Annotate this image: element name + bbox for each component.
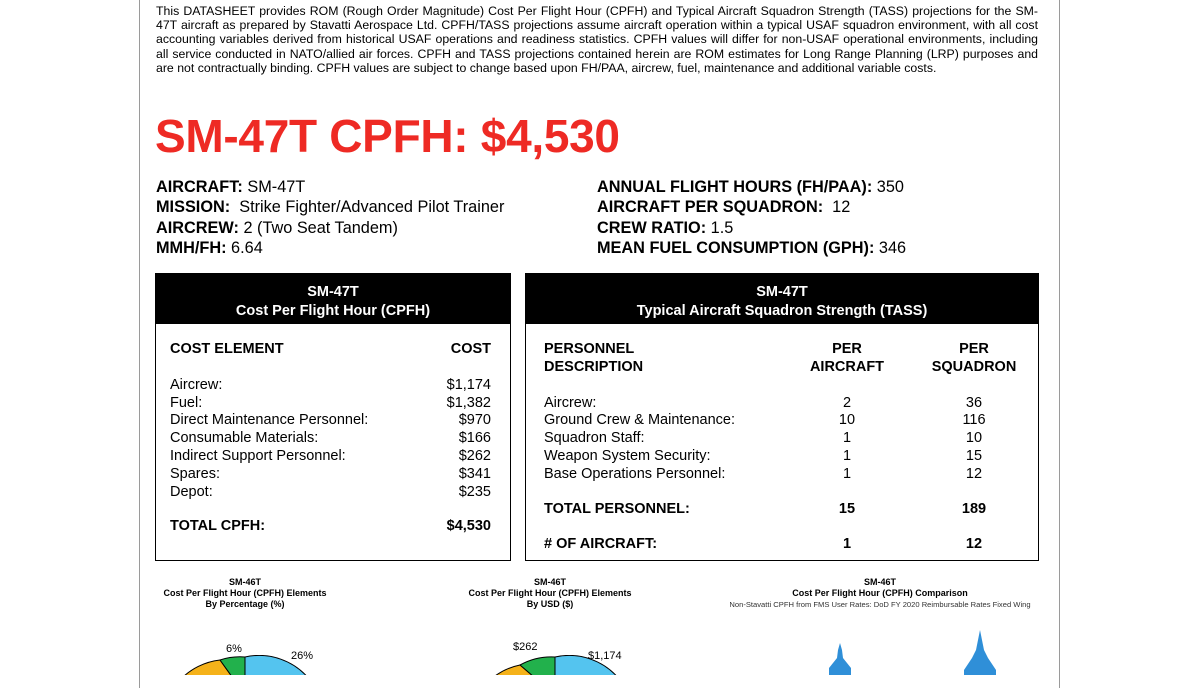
page-title: SM-47T CPFH: $4,530	[155, 110, 620, 162]
table-row: Depot: $235	[170, 483, 491, 500]
spec-fuel-consumption: MEAN FUEL CONSUMPTION (GPH): 346	[597, 239, 907, 258]
spec-aircraft-per-squadron: AIRCRAFT PER SQUADRON: 12	[597, 198, 851, 217]
chart-title-percentage: SM-46T Cost Per Flight Hour (CPFH) Elements By Percentage (%)	[163, 577, 327, 609]
spacer	[170, 359, 491, 377]
table-row: Ground Crew & Maintenance: 10 116	[544, 412, 986, 429]
spacer	[544, 377, 1024, 395]
cpfh-table-box	[155, 273, 511, 561]
tass-table-header: SM-47T Typical Aircraft Squadron Strength (TASS)	[526, 274, 1038, 324]
tass-column-headers-line1: PERSONNEL PER PER	[544, 341, 989, 357]
pie-label-1174: $1,174	[588, 650, 622, 662]
aircraft-silhouette-large-icon	[960, 628, 1000, 675]
table-row: Fuel: $1,382	[170, 394, 491, 411]
table-row: Base Operations Personnel: 1 12	[544, 465, 983, 482]
specs-left	[156, 177, 504, 259]
spec-aircrew: AIRCREW: 2 (Two Seat Tandem)	[156, 218, 398, 237]
cpfh-table-header: SM-47T Cost Per Flight Hour (CPFH)	[156, 274, 510, 324]
table-row: Aircrew: 2 36	[544, 394, 983, 411]
cpfh-total-row: TOTAL CPFH: $4,530	[170, 518, 491, 535]
pie-label-262: $262	[513, 641, 538, 653]
tass-table-box	[525, 273, 1039, 561]
specs-right	[597, 177, 906, 259]
spec-crew-ratio: CREW RATIO: 1.5	[597, 218, 734, 237]
chart-title-comparison: SM-46T Cost Per Flight Hour (CPFH) Comparison Non-Stavatti CPFH from FMS User Rates: DoD FY 2020 Reimbursable Rates Fixed Wing	[729, 577, 1031, 609]
tass-column-headers-line2: DESCRIPTION AIRCRAFT SQUADRON	[544, 358, 1017, 375]
cpfh-column-headers: COST ELEMENT COST	[170, 341, 491, 357]
spacer	[544, 518, 1024, 536]
tass-total-row: TOTAL PERSONNEL: 15 189	[544, 500, 987, 517]
table-row: Spares: $341	[170, 465, 491, 482]
chart-title-usd: SM-46T Cost Per Flight Hour (CPFH) Elements By USD ($)	[468, 577, 632, 609]
tass-table	[544, 341, 1024, 554]
intro-paragraph: This DATASHEET provides ROM (Rough Order Magnitude) Cost Per Flight Hour (CPFH) and Typical Aircraft Squadron Strength (TASS) projections for the SM-47T aircraft as prepared by Stavatti Aerospace Ltd. CPFH/TASS projections assume aircraft operation within a typical USAF squadron environment, with all cost accounting variables derived from historical USAF operations and readiness statistics. CPFH values will differ for non-USAF operational environments, including all service conducted in NATO/allied air forces. CPFH and TASS projections contained herein are ROM estimates for Long Range Planning (LRP) purposes and are not contractually binding. CPFH values are subject to change based upon FH/PAA, aircrew, fuel, maintenance and additional variable costs.	[156, 4, 1038, 75]
pie-label-6pct: 6%	[226, 643, 242, 655]
spacer	[544, 484, 1024, 501]
spec-annual-flight-hours: ANNUAL FLIGHT HOURS (FH/PAA): 350	[597, 178, 904, 196]
pie-label-26pct: 26%	[291, 650, 314, 662]
table-row: Indirect Support Personnel: $262	[170, 447, 491, 464]
table-row: Direct Maintenance Personnel: $970	[170, 412, 491, 429]
table-row: Aircrew: $1,174	[170, 376, 491, 393]
cpfh-table	[170, 341, 491, 536]
aircraft-silhouette-small-icon	[825, 628, 855, 675]
spec-mmh-fh: MMH/FH: 6.64	[156, 239, 263, 258]
spec-mission: MISSION: Strike Fighter/Advanced Pilot Trainer	[156, 198, 505, 217]
table-row: Squadron Staff: 1 10	[544, 430, 983, 447]
spacer	[170, 501, 491, 518]
spec-aircraft: AIRCRAFT: SM-47T	[156, 178, 306, 196]
tass-aircraft-count-row: # OF AIRCRAFT: 1 12	[544, 536, 983, 553]
table-row: Weapon System Security: 1 15	[544, 447, 983, 464]
table-row: Consumable Materials: $166	[170, 430, 491, 447]
